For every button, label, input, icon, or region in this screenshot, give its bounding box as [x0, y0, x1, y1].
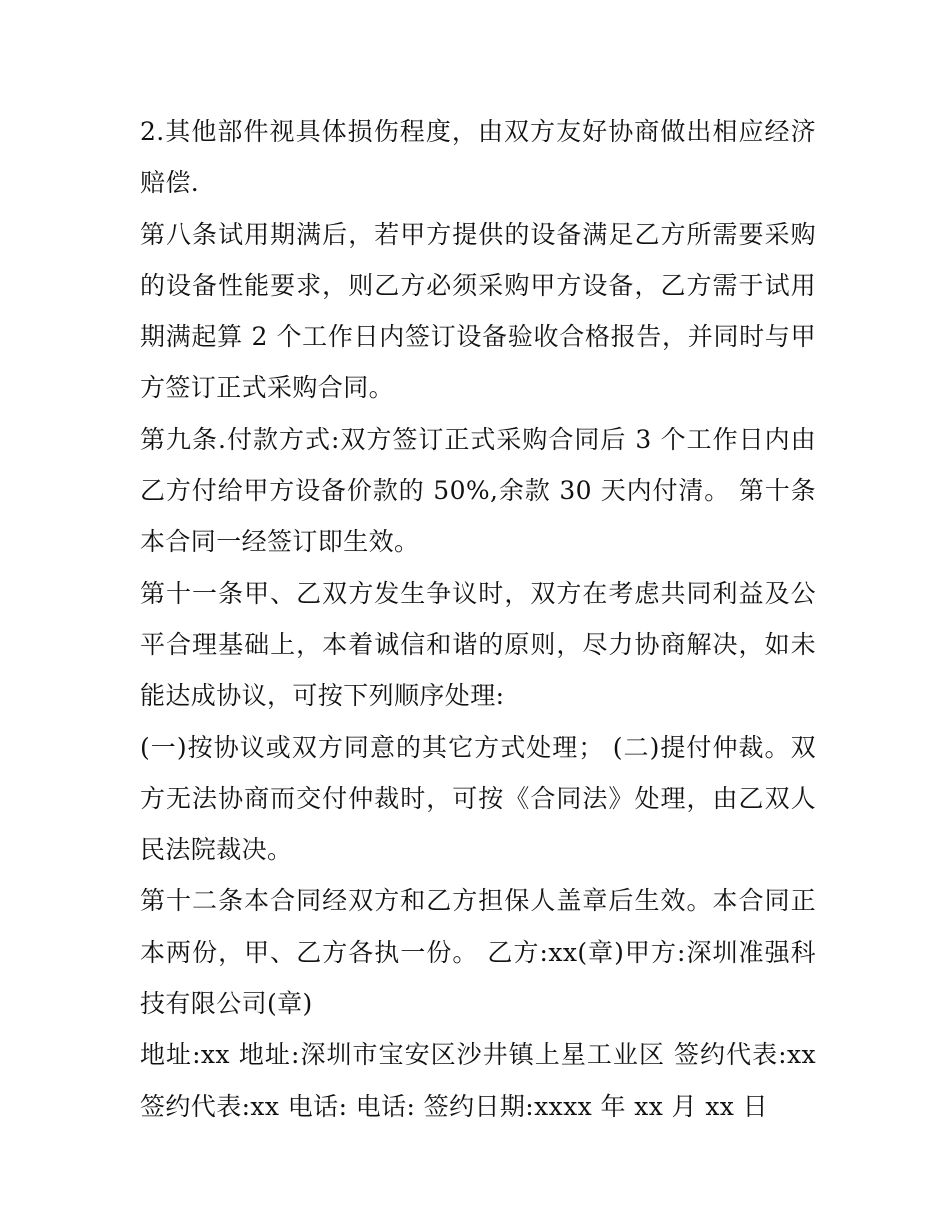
paragraph-dispute-order: (一)按协议或双方同意的其它方式处理； (二)提付仲裁。双方无法协商而交付仲裁时，可按《合同法》处理，由乙双人民法院裁决。 [140, 732, 816, 865]
document-body [140, 106, 816, 1132]
paragraph-article-9-10: 第九条.付款方式:双方签订正式采购合同后 3 个工作日内由乙方付给甲方设备价款的 50%,余款 30 天内付清。 第十条本合同一经签订即生效。 [140, 424, 816, 557]
paragraph-signature-block: 地址:xx 地址:深圳市宝安区沙井镇上星工业区 签约代表:xx 签约代表:xx 电话: 电话: 签约日期:xxxx 年 xx 月 xx 日 [140, 1040, 816, 1121]
paragraph-article-8: 第八条试用期满后，若甲方提供的设备满足乙方所需要采购的设备性能要求，则乙方必须采购甲方设备，乙方需于试用期满起算 2 个工作日内签订设备验收合格报告，并同时与甲方签订正式采购合同。 [140, 219, 816, 403]
paragraph-article-11: 第十一条甲、乙双方发生争议时，双方在考虑共同利益及公平合理基础上，本着诚信和谐的原则，尽力协商解决，如未能达成协议，可按下列顺序处理: [140, 578, 816, 711]
paragraph-compensation: 2.其他部件视具体损伤程度，由双方友好协商做出相应经济赔偿. [140, 117, 816, 198]
paragraph-article-12: 第十二条本合同经双方和乙方担保人盖章后生效。本合同正本两份，甲、乙方各执一份。 乙方:xx(章)甲方:深圳准强科技有限公司(章) [140, 886, 816, 1019]
